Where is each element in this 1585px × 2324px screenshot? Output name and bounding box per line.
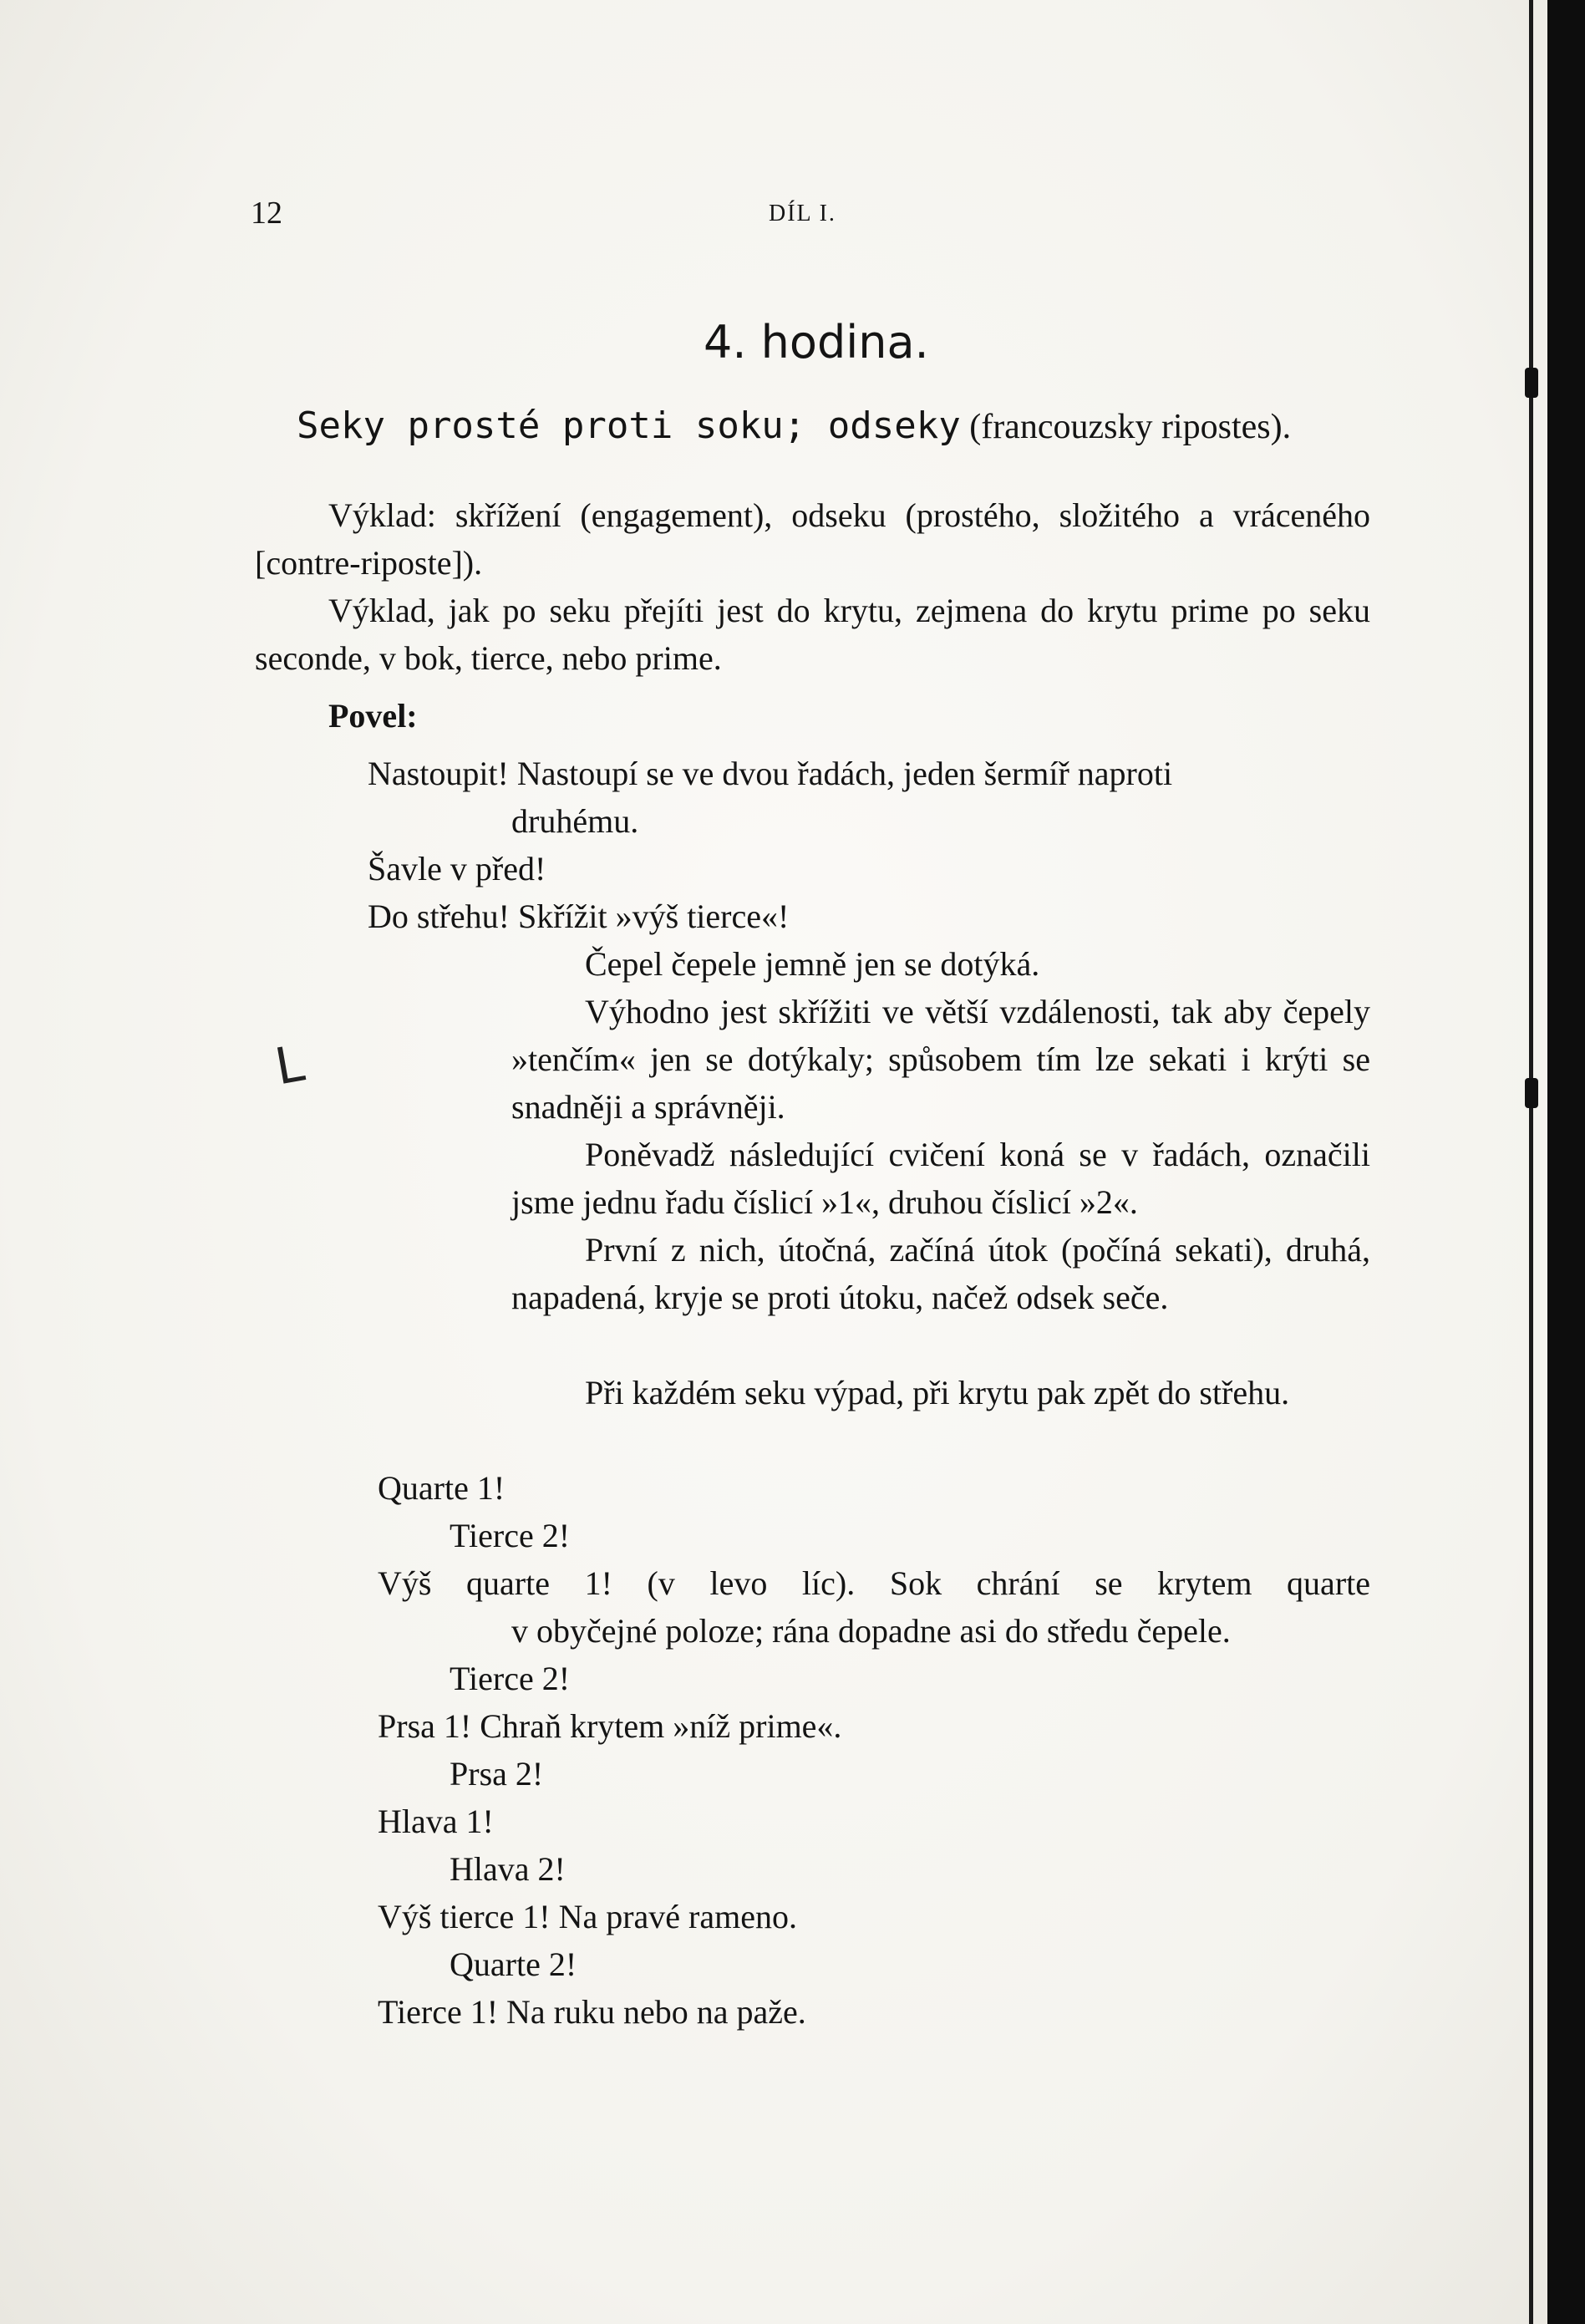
- lesson-subtitle: [297, 404, 1291, 447]
- paragraph-explanation-1: Výklad: skřížení (engagement), odseku (prostého, složitého a vráceného [contre-riposte]).: [255, 496, 1370, 582]
- drill-line: Quarte 2!: [450, 1945, 577, 1983]
- drill-line: Hlava 1!: [378, 1803, 494, 1840]
- page-number: 12: [251, 196, 282, 231]
- drill-line: Tierce 1! Na ruku nebo na paže.: [378, 1993, 806, 2031]
- command-label: Povel:: [328, 697, 418, 735]
- command-text: Nastoupit!: [368, 755, 509, 792]
- running-head: DÍL I.: [769, 201, 836, 226]
- drill-line: Tierce 2!: [450, 1517, 571, 1554]
- drill-line: v obyčejné poloze; rána dopadne asi do středu čepele.: [511, 1612, 1231, 1650]
- handwritten-margin-mark: L: [271, 1034, 309, 1097]
- subtitle-main: Seky prosté proti soku; odseky: [297, 404, 961, 447]
- subtitle-paren: (francouzsky ripostes).: [969, 408, 1292, 446]
- note-paragraph: Výhodno jest skřížiti ve větší vzdálenosti, tak aby čepely »tenčím« jen se dotýkaly; spůsobem tím lze sekati i krýti se snadněji a správněji.: [511, 993, 1370, 1126]
- scan-edge-mark: [1525, 368, 1538, 398]
- command-description: Nastoupí se ve dvou řadách, jeden šermíř naproti: [516, 755, 1173, 792]
- drill-line: Hlava 2!: [450, 1850, 566, 1888]
- drill-line: Prsa 2!: [450, 1755, 544, 1793]
- drill-line: Prsa 1! Chraň krytem »níž prime«.: [378, 1707, 842, 1745]
- scan-edge-rule: [1529, 0, 1533, 2324]
- note-paragraph: Čepel čepele jemně jen se dotýká.: [585, 945, 1040, 983]
- drill-line: Výš quarte 1! (v levo líc). Sok chrání se krytem quarte: [378, 1564, 1370, 1602]
- drill-line: Výš tierce 1! Na pravé rameno.: [378, 1898, 797, 1935]
- note-paragraph: Poněvadž následující cvičení koná se v řadách, označili jsme jednu řadu číslicí »1«, druhou číslicí »2«.: [511, 1136, 1370, 1221]
- note-paragraph: První z nich, útočná, začíná útok (počíná sekati), druhá, napadená, kryje se proti útoku, načež odsek seče.: [511, 1231, 1370, 1316]
- note-paragraph: Při každém seku výpad, při krytu pak zpět do střehu.: [585, 1374, 1290, 1411]
- command-text: Šavle v před!: [368, 850, 546, 887]
- lesson-title: 4. hodina.: [704, 316, 929, 369]
- command-continuation: druhému.: [511, 802, 639, 840]
- drill-line: Tierce 2!: [450, 1660, 571, 1697]
- drill-line: Quarte 1!: [378, 1469, 505, 1507]
- scan-dark-edge: [1547, 0, 1585, 2324]
- command-text: Do střehu! Skřížit »výš tierce«!: [368, 898, 790, 935]
- scan-edge-mark: [1525, 1078, 1538, 1108]
- command-line: [368, 750, 1370, 797]
- paragraph-explanation-2: Výklad, jak po seku přejíti jest do krytu, zejmena do krytu prime po seku seconde, v bok, tierce, nebo prime.: [255, 592, 1370, 677]
